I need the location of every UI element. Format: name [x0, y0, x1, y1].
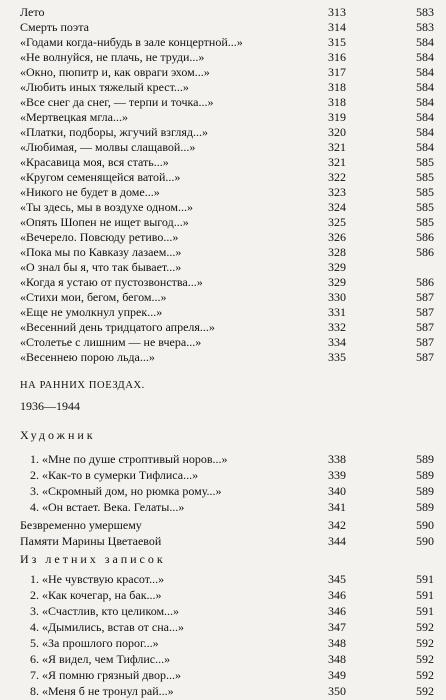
- entry-title: «О знал бы я, что так бывает...»: [20, 260, 182, 274]
- entry-title: «Не волнуйся, не плачь, не труди...»: [20, 50, 205, 64]
- toc-entry: [0, 620, 446, 635]
- entry-page: 347: [328, 620, 346, 634]
- entry-note-page: 584: [416, 125, 434, 139]
- toc-entry: [0, 50, 446, 65]
- entry-title: 2. «Как кочегар, на бак...»: [30, 588, 162, 602]
- entry-page: 313: [328, 5, 346, 19]
- entry-note-page: 587: [416, 320, 434, 334]
- entry-note-page: 584: [416, 95, 434, 109]
- entry-page: 346: [328, 588, 346, 602]
- toc-entry: [0, 155, 446, 170]
- entry-note-page: 586: [416, 245, 434, 259]
- entry-note-page: 592: [416, 684, 434, 698]
- toc-entry: [0, 572, 446, 587]
- toc-entry: [0, 604, 446, 619]
- toc-entry: [0, 95, 446, 110]
- toc-entry: [0, 65, 446, 80]
- entry-note-page: 589: [416, 500, 434, 514]
- entry-title: Смерть поэта: [20, 20, 89, 34]
- entry-page: 321: [328, 155, 346, 169]
- entry-page: 345: [328, 572, 346, 586]
- entry-title: 4. «Дымились, встав от сна...»: [30, 620, 184, 634]
- entry-note-page: 584: [416, 65, 434, 79]
- entry-title: «Стихи мои, бегом, бегом...»: [20, 290, 167, 304]
- entry-title: 3. «Скромный дом, но рюмка рому...»: [30, 484, 222, 498]
- toc-entry: [0, 35, 446, 50]
- toc-entry: [0, 185, 446, 200]
- entry-page: 334: [328, 335, 346, 349]
- entry-note-page: 585: [416, 200, 434, 214]
- entry-note-page: 584: [416, 50, 434, 64]
- entry-title: «Любить иных тяжелый крест...»: [20, 80, 189, 94]
- entry-page: 326: [328, 230, 346, 244]
- entry-title: «Опять Шопен не ищет выгод...»: [20, 215, 189, 229]
- toc-entry: [0, 518, 446, 533]
- entry-title: Безвременно умершему: [20, 518, 142, 532]
- entry-page: 318: [328, 80, 346, 94]
- entry-page: 329: [328, 275, 346, 289]
- entry-page: 325: [328, 215, 346, 229]
- entry-title: 1. «Не чувствую красот...»: [30, 572, 165, 586]
- entry-title: 3. «Счастлив, кто целиком...»: [30, 604, 180, 618]
- cycle-title: Из летних записок: [20, 552, 166, 566]
- entry-page: 342: [328, 518, 346, 532]
- entry-note-page: 584: [416, 35, 434, 49]
- entry-page: 320: [328, 125, 346, 139]
- entry-title: «Кругом семенящейся ватой...»: [20, 170, 181, 184]
- cycle-title: Художник: [20, 428, 96, 442]
- toc-entry: [0, 20, 446, 35]
- entry-note-page: 592: [416, 636, 434, 650]
- entry-title: 1. «Мне по душе строптивый норов...»: [30, 452, 228, 466]
- entry-note-page: 585: [416, 185, 434, 199]
- entry-title: «Столетье с лишним — не вчера...»: [20, 335, 202, 349]
- entry-page: 319: [328, 110, 346, 124]
- toc-entry: [0, 230, 446, 245]
- entry-page: 324: [328, 200, 346, 214]
- entry-note-page: 587: [416, 290, 434, 304]
- entry-page: 314: [328, 20, 346, 34]
- entry-title: «Вечерело. Повсюду ретиво...»: [20, 230, 179, 244]
- entry-note-page: 586: [416, 275, 434, 289]
- entry-title: 5. «За прошлого порог...»: [30, 636, 159, 650]
- entry-title: 8. «Меня б не тронул рай...»: [30, 684, 174, 698]
- entry-note-page: 591: [416, 588, 434, 602]
- entry-page: 316: [328, 50, 346, 64]
- entry-title: «Годами когда-нибудь в зале концертной...»: [20, 35, 243, 49]
- entry-page: 338: [328, 452, 346, 466]
- entry-page: 341: [328, 500, 346, 514]
- toc-entry: [0, 140, 446, 155]
- entry-title: «Пока мы по Кавказу лазаем...»: [20, 245, 182, 259]
- entry-page: 348: [328, 636, 346, 650]
- entry-title: «Все снег да снег, — терпи и точка...»: [20, 95, 214, 109]
- toc-entry: [0, 452, 446, 467]
- toc-entry: [0, 668, 446, 683]
- entry-note-page: 587: [416, 350, 434, 364]
- toc-entry: [0, 350, 446, 365]
- toc-entry: [0, 320, 446, 335]
- entry-page: 339: [328, 468, 346, 482]
- toc-entry: [0, 534, 446, 549]
- toc-entry: [0, 245, 446, 260]
- entry-title: «Любимая, — молвы слащавой...»: [20, 140, 196, 154]
- toc-entry: [0, 468, 446, 483]
- entry-note-page: 589: [416, 452, 434, 466]
- entry-note-page: 583: [416, 20, 434, 34]
- toc-entry: [0, 652, 446, 667]
- entry-title: «Весенний день тридцатого апреля...»: [20, 320, 215, 334]
- entry-note-page: 590: [416, 534, 434, 548]
- entry-note-page: 591: [416, 604, 434, 618]
- entry-page: 322: [328, 170, 346, 184]
- entry-title: 4. «Он встает. Века. Гелаты...»: [30, 500, 185, 514]
- section-years: 1936—1944: [20, 399, 80, 413]
- entry-page: 315: [328, 35, 346, 49]
- entry-title: Лето: [20, 5, 45, 19]
- toc-entry: [0, 125, 446, 140]
- entry-note-page: 584: [416, 80, 434, 94]
- entry-page: 346: [328, 604, 346, 618]
- entry-title: «Ты здесь, мы в воздухе одном...»: [20, 200, 193, 214]
- toc-entry: [0, 684, 446, 699]
- entry-title: 6. «Я видел, чем Тифлис...»: [30, 652, 171, 666]
- entry-note-page: 583: [416, 5, 434, 19]
- entry-title: 7. «Я помню грязный двор...»: [30, 668, 181, 682]
- entry-title: 2. «Как-то в сумерки Тифлиса...»: [30, 468, 199, 482]
- entry-note-page: 585: [416, 170, 434, 184]
- toc-entry: [0, 588, 446, 603]
- toc-entry: [0, 484, 446, 499]
- entry-page: 340: [328, 484, 346, 498]
- entry-page: 321: [328, 140, 346, 154]
- toc-entry: [0, 200, 446, 215]
- toc-entry: [0, 636, 446, 651]
- entry-page: 318: [328, 95, 346, 109]
- entry-note-page: 587: [416, 305, 434, 319]
- entry-page: 323: [328, 185, 346, 199]
- entry-note-page: 592: [416, 668, 434, 682]
- entry-page: 331: [328, 305, 346, 319]
- toc-entry: [0, 335, 446, 350]
- entry-note-page: 586: [416, 230, 434, 244]
- toc-entry: [0, 275, 446, 290]
- entry-page: 328: [328, 245, 346, 259]
- entry-page: 335: [328, 350, 346, 364]
- entry-note-page: 585: [416, 215, 434, 229]
- entry-page: 329: [328, 260, 346, 274]
- entry-title: «Мертвецкая мгла...»: [20, 110, 128, 124]
- toc-entry: [0, 5, 446, 20]
- section-title: НА РАННИХ ПОЕЗДАХ.: [20, 380, 145, 391]
- entry-title: «Когда я устаю от пустозвонства...»: [20, 275, 203, 289]
- toc-entry: [0, 290, 446, 305]
- entry-note-page: 584: [416, 110, 434, 124]
- entry-page: 330: [328, 290, 346, 304]
- entry-note-page: 591: [416, 572, 434, 586]
- entry-title: «Платки, подборы, жгучий взгляд...»: [20, 125, 208, 139]
- toc-entry: [0, 170, 446, 185]
- entry-title: «Окно, пюпитр и, как овраги эхом...»: [20, 65, 210, 79]
- entry-page: 344: [328, 534, 346, 548]
- entry-page: 348: [328, 652, 346, 666]
- entry-note-page: 585: [416, 155, 434, 169]
- entry-note-page: 589: [416, 468, 434, 482]
- entry-title: «Никого не будет в доме...»: [20, 185, 160, 199]
- toc-entry: [0, 80, 446, 95]
- entry-title: Памяти Марины Цветаевой: [20, 534, 162, 548]
- entry-note-page: 587: [416, 335, 434, 349]
- entry-title: «Весеннею порою льда...»: [20, 350, 155, 364]
- toc-entry: [0, 500, 446, 515]
- toc-entry: [0, 215, 446, 230]
- entry-note-page: 584: [416, 140, 434, 154]
- entry-note-page: 589: [416, 484, 434, 498]
- entry-title: «Еще не умолкнул упрек...»: [20, 305, 163, 319]
- entry-page: 332: [328, 320, 346, 334]
- entry-page: 349: [328, 668, 346, 682]
- entry-note-page: 592: [416, 620, 434, 634]
- entry-note-page: 592: [416, 652, 434, 666]
- toc-entry: [0, 305, 446, 320]
- toc-entry: [0, 260, 446, 275]
- toc-entry: [0, 110, 446, 125]
- entry-note-page: 590: [416, 518, 434, 532]
- entry-page: 350: [328, 684, 346, 698]
- entry-page: 317: [328, 65, 346, 79]
- entry-title: «Красавица моя, вся стать...»: [20, 155, 169, 169]
